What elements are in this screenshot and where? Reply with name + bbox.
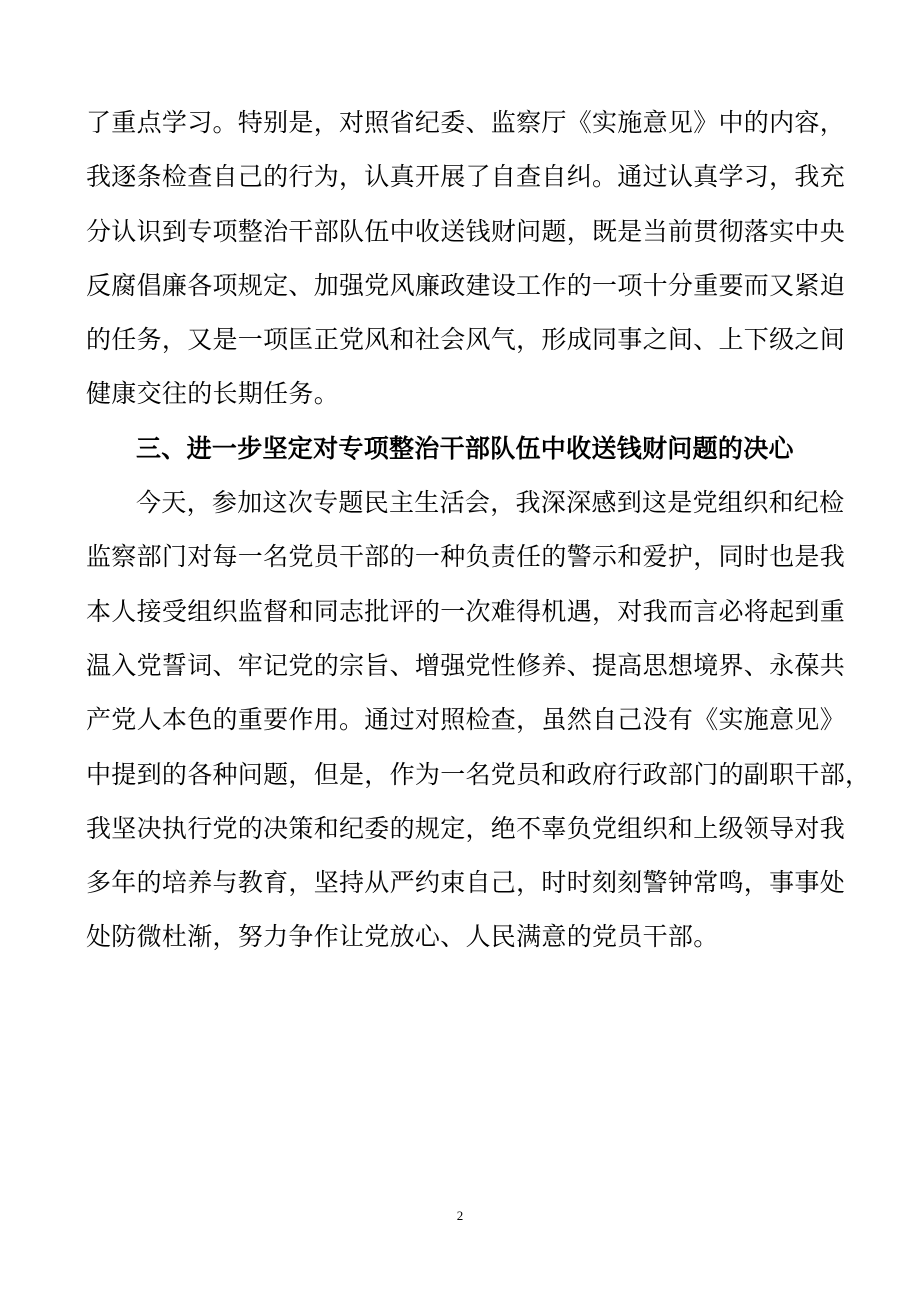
- text-line: 反腐倡廉各项规定、加强党风廉政建设工作的一项十分重要而又紧迫: [86, 270, 846, 300]
- text-line: 本人接受组织监督和同志批评的一次难得机遇，对我而言必将起到重: [86, 596, 846, 626]
- text-line: 了重点学习。特别是，对照省纪委、监察厅《实施意见》中的内容，: [86, 108, 846, 137]
- text-line: 监察部门对每一名党员干部的一种负责任的警示和爱护，同时也是我: [86, 542, 846, 572]
- paragraph: [86, 476, 871, 965]
- text-line: 分认识到专项整治干部队伍中收送钱财问题，既是当前贯彻落实中央: [86, 216, 846, 246]
- text-line: 温入党誓词、牢记党的宗旨、增强党性修养、提高思想境界、永葆共: [86, 650, 846, 680]
- text-line: 产党人本色的重要作用。通过对照检查，虽然自己没有《实施意见》: [86, 705, 846, 735]
- paragraph-continued: [86, 96, 846, 422]
- text-line: 健康交往的长期任务。: [86, 379, 340, 409]
- text-line: 我坚决执行党的决策和纪委的规定，绝不辜负党组织和上级领导对我: [86, 813, 846, 843]
- text-line: 的任务，又是一项匡正党风和社会风气，形成同事之间、上下级之间: [86, 325, 846, 355]
- document-body: [86, 96, 871, 965]
- text-line: 我逐条检查自己的行为，认真开展了自查自纠。通过认真学习，我充: [86, 162, 846, 192]
- page-number: 2: [456, 1208, 464, 1223]
- text-line: 多年的培养与教育，坚持从严约束自己，时时刻刻警钟常鸣，事事处: [86, 868, 846, 898]
- text-line: 今天，参加这次专题民主生活会，我深深感到这是党组织和纪检: [136, 488, 845, 518]
- text-line: 处防微杜渐，努力争作让党放心、人民满意的党员干部。: [86, 922, 719, 952]
- section-heading: 三、进一步坚定对专项整治干部队伍中收送钱财问题的决心: [136, 433, 794, 463]
- text-line: 中提到的各种问题，但是，作为一名党员和政府行政部门的副职干部，: [86, 759, 871, 789]
